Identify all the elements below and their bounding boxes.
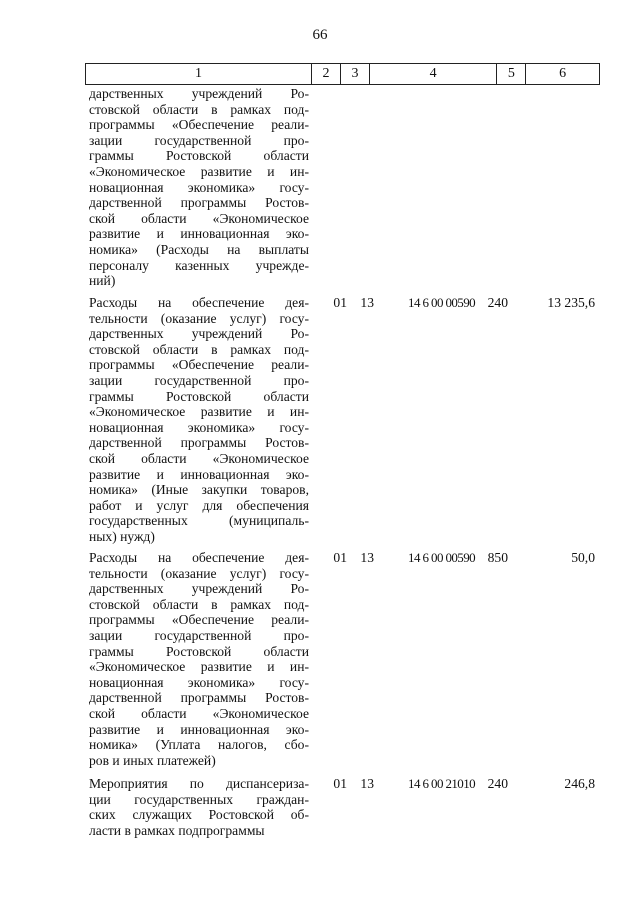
description-line: Расходы на обеспечение дея- [89,550,309,565]
header-col-4: 4 [370,64,498,84]
description-line: ции государственных граждан- [89,791,309,807]
page-number: 66 [312,27,328,43]
description-line: зации государственной про- [89,627,309,643]
row-cell-col-2: 01 [333,776,347,791]
row-description [85,776,309,838]
description-line: новационная экономика» госу- [89,674,309,690]
description-line: дарственных учреждений Ро- [89,86,309,101]
description-line: стовской области в рамках под- [89,341,309,357]
table-row [85,550,600,768]
description-line: Расходы на обеспечение дея- [89,295,309,310]
header-col-3: 3 [341,64,370,84]
description-line: дарственной программы Ростов- [89,195,309,211]
description-line: зации государственной про- [89,132,309,148]
table-row [85,86,600,289]
description-line: развитие и инновационная эко- [89,721,309,737]
description-line: персоналу казенных учрежде- [89,257,309,273]
description-line: программы «Обеспечение реали- [89,117,309,133]
row-cell-col-5: 240 [487,295,508,310]
row-cell-col-4: 14 6 00 21010 [408,776,475,791]
description-line: развитие и инновационная эко- [89,226,309,242]
row-description [85,86,309,289]
row-cell-col-6: 50,0 [571,550,595,565]
table-header [85,63,600,85]
header-col-6: 6 [559,66,567,81]
row-cell-col-3: 13 [360,295,374,310]
description-line: ской области «Экономическое [89,705,309,721]
row-cell-col-2: 01 [333,295,347,310]
description-line: граммы Ростовской области [89,643,309,659]
description-line: ров и иных платежей) [89,752,216,768]
description-line: тельности (оказание услуг) госу- [89,310,309,326]
row-cell-col-6: 13 235,6 [547,295,595,310]
row-cell-col-2: 01 [333,550,347,565]
header-col-1: 1 [86,64,312,84]
description-line: Мероприятия по диспансериза- [89,776,309,791]
description-line: работ и услуг для обеспечения [89,497,309,513]
row-cell-col-2 [319,86,349,289]
description-line: программы «Обеспечение реали- [89,612,309,628]
description-line: ных) нужд) [89,528,155,544]
description-line: тельности (оказание услуг) госу- [89,565,309,581]
row-cell-col-4: 14 6 00 00590 [408,295,475,310]
row-cell-col-5 [475,86,514,289]
description-line: ласти в рамках подпрограммы [89,822,265,838]
row-cell-col-5: 850 [487,550,508,565]
description-line: государственных (муниципаль- [89,513,309,529]
description-line: развитие и инновационная эко- [89,466,309,482]
row-cell-col-3 [349,86,378,289]
description-line: «Экономическое развитие и ин- [89,404,309,420]
row-cell-col-4 [378,86,475,289]
description-line: дарственных учреждений Ро- [89,581,309,597]
description-line: новационная экономика» госу- [89,419,309,435]
row-cell-col-5: 240 [487,776,508,791]
header-col-5: 5 [497,64,526,84]
row-cell-col-6 [514,86,600,289]
row-cell-col-4: 14 6 00 00590 [408,550,475,565]
description-line: «Экономическое развитие и ин- [89,163,309,179]
description-line: зации государственной про- [89,372,309,388]
description-line: номика» (Расходы на выплаты [89,241,309,257]
description-line: ских служащих Ростовской об- [89,807,309,823]
description-line: ской области «Экономическое [89,210,309,226]
description-line: новационная экономика» госу- [89,179,309,195]
description-line: номика» (Уплата налогов, сбо- [89,737,309,753]
row-cell-col-3: 13 [360,776,374,791]
header-col-2: 2 [312,64,341,84]
table-row [85,295,600,545]
description-line: граммы Ростовской области [89,388,309,404]
row-description [85,550,309,768]
row-cell-col-6: 246,8 [564,776,595,791]
description-line: граммы Ростовской области [89,148,309,164]
description-line: номика» (Иные закупки товаров, [89,482,309,498]
description-line: дарственной программы Ростов- [89,690,309,706]
description-line: «Экономическое развитие и ин- [89,659,309,675]
row-description [85,295,309,545]
description-line: дарственных учреждений Ро- [89,326,309,342]
description-line: ний) [89,273,116,289]
row-cell-col-3: 13 [360,550,374,565]
description-line: программы «Обеспечение реали- [89,357,309,373]
description-line: стовской области в рамках под- [89,596,309,612]
description-line: стовской области в рамках под- [89,101,309,117]
description-line: дарственной программы Ростов- [89,435,309,451]
table-row [85,776,600,838]
description-line: ской области «Экономическое [89,450,309,466]
